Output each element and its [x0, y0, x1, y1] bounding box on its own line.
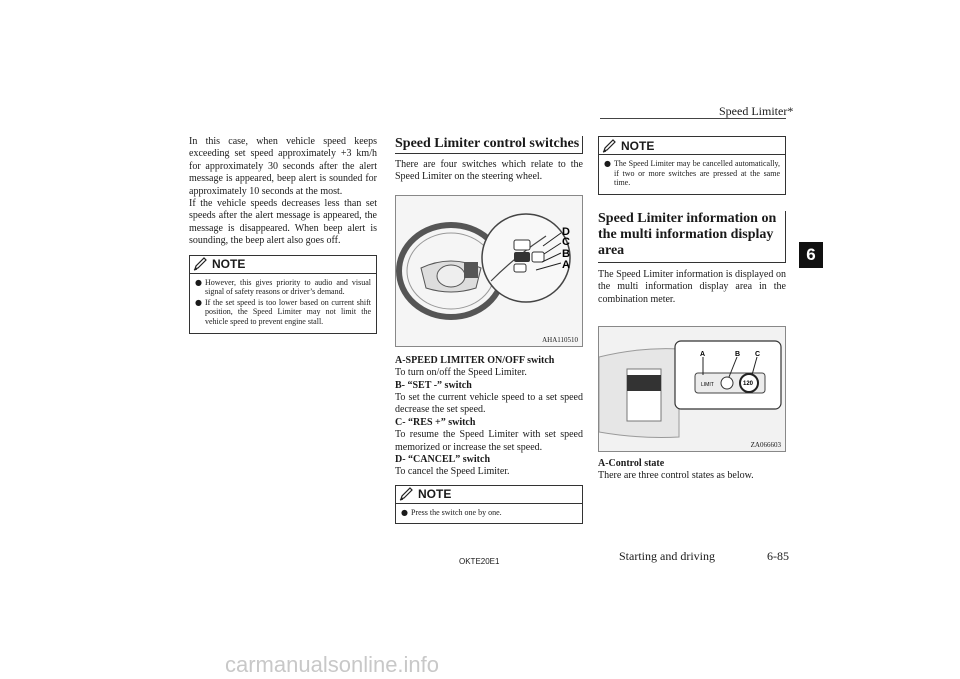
- callout-b: B: [735, 351, 741, 358]
- note-label: NOTE: [621, 138, 655, 153]
- item-title: A-SPEED LIMITER ON/OFF switch: [395, 354, 555, 366]
- callout-b: B: [562, 247, 570, 260]
- header-rule: [600, 118, 786, 119]
- column-3: [598, 136, 786, 483]
- note-item: ● However, this gives priority to audio and visual signal of safety reasons or driver’s demand.: [195, 277, 371, 297]
- item-desc: To resume the Speed Limiter with set speed memorized or increase the set speed.: [395, 429, 583, 453]
- callout-a: A: [562, 258, 570, 271]
- bullet-icon: ●: [195, 277, 202, 287]
- paragraph: There are four switches which relate to the Speed Limiter on the steering wheel.: [395, 159, 583, 183]
- item-title: B- “SET -” switch: [395, 379, 472, 391]
- pencil-icon: [602, 139, 618, 153]
- callout-d: D: [562, 225, 570, 238]
- meter-illustration: [599, 327, 785, 451]
- note-header: [190, 256, 376, 274]
- note-label: NOTE: [418, 487, 452, 502]
- paragraph: The Speed Limiter information is displayed on the multi information display area in the combination meter.: [598, 268, 786, 305]
- note-item: ● The Speed Limiter may be cancelled automatically, if two or more switches are pressed at the same time.: [604, 159, 780, 188]
- section-heading: Speed Limiter information on the multi information display area: [598, 210, 777, 258]
- pencil-icon: [399, 487, 415, 501]
- item-desc: There are three control states as below.: [598, 470, 754, 482]
- section-heading: Speed Limiter control switches: [395, 136, 580, 151]
- item-title: A-Control state: [598, 458, 665, 469]
- note-header: [396, 486, 582, 504]
- callout-c: C: [755, 351, 761, 358]
- control-state: [598, 458, 786, 483]
- note-item: ● If the set speed is too lower based on current shift position, the Speed Limiter may not limit the vehicle speed to prevent engine stall.: [195, 297, 371, 327]
- watermark: carmanualsonline.info: [225, 652, 440, 677]
- callout-c: C: [562, 235, 570, 248]
- note-box: [395, 485, 583, 525]
- figure-code: AHA110510: [542, 335, 578, 344]
- item-desc: To set the current vehicle speed to a set speed decrease the set speed.: [395, 392, 583, 416]
- display-speed-value: 120: [743, 381, 754, 387]
- note-label: NOTE: [212, 257, 246, 272]
- callout-a: A: [700, 351, 706, 358]
- footer-section: Starting and driving: [619, 549, 715, 563]
- bullet-icon: ●: [604, 159, 611, 168]
- note-box: [189, 255, 377, 334]
- item-desc: To cancel the Speed Limiter.: [395, 466, 510, 478]
- figure-code: ZA066603: [750, 441, 781, 449]
- steering-wheel-illustration: [396, 196, 582, 346]
- paragraph: If the vehicle speeds decreases less than set speeds after the alert message is appeared, the message is disappeared. When beep alert is sounding, the beep alert also goes off.: [189, 198, 377, 247]
- pencil-icon: [193, 257, 209, 271]
- switch-list: [395, 355, 583, 479]
- bullet-icon: ●: [401, 507, 408, 517]
- note-item: ● Press the switch one by one.: [401, 507, 502, 517]
- running-header: Speed Limiter*: [719, 104, 794, 118]
- item-title: C- “RES +” switch: [395, 416, 476, 428]
- section-heading-block: [395, 136, 583, 154]
- section-heading-block: [598, 211, 786, 263]
- chapter-tab: 6: [799, 242, 823, 268]
- bullet-icon: ●: [195, 297, 202, 307]
- steering-wheel-figure: [395, 195, 583, 347]
- column-2: [395, 136, 583, 524]
- note-box: [598, 136, 786, 195]
- item-title: D- “CANCEL” switch: [395, 454, 490, 466]
- item-desc: To turn on/off the Speed Limiter.: [395, 367, 527, 379]
- document-code: OKTE20E1: [459, 557, 500, 566]
- note-header: [599, 137, 785, 155]
- page-number: 6-85: [767, 549, 789, 563]
- display-limit-label: LIMIT: [701, 382, 714, 388]
- paragraph: In this case, when vehicle speed keeps exceeding set speed approximately +3 km/h for approximately 30 seconds after the alert message is appeared, beep alert is sounded for approximately 10 seconds at the most.: [189, 136, 377, 197]
- meter-display-figure: [598, 326, 786, 452]
- column-1: [189, 136, 377, 334]
